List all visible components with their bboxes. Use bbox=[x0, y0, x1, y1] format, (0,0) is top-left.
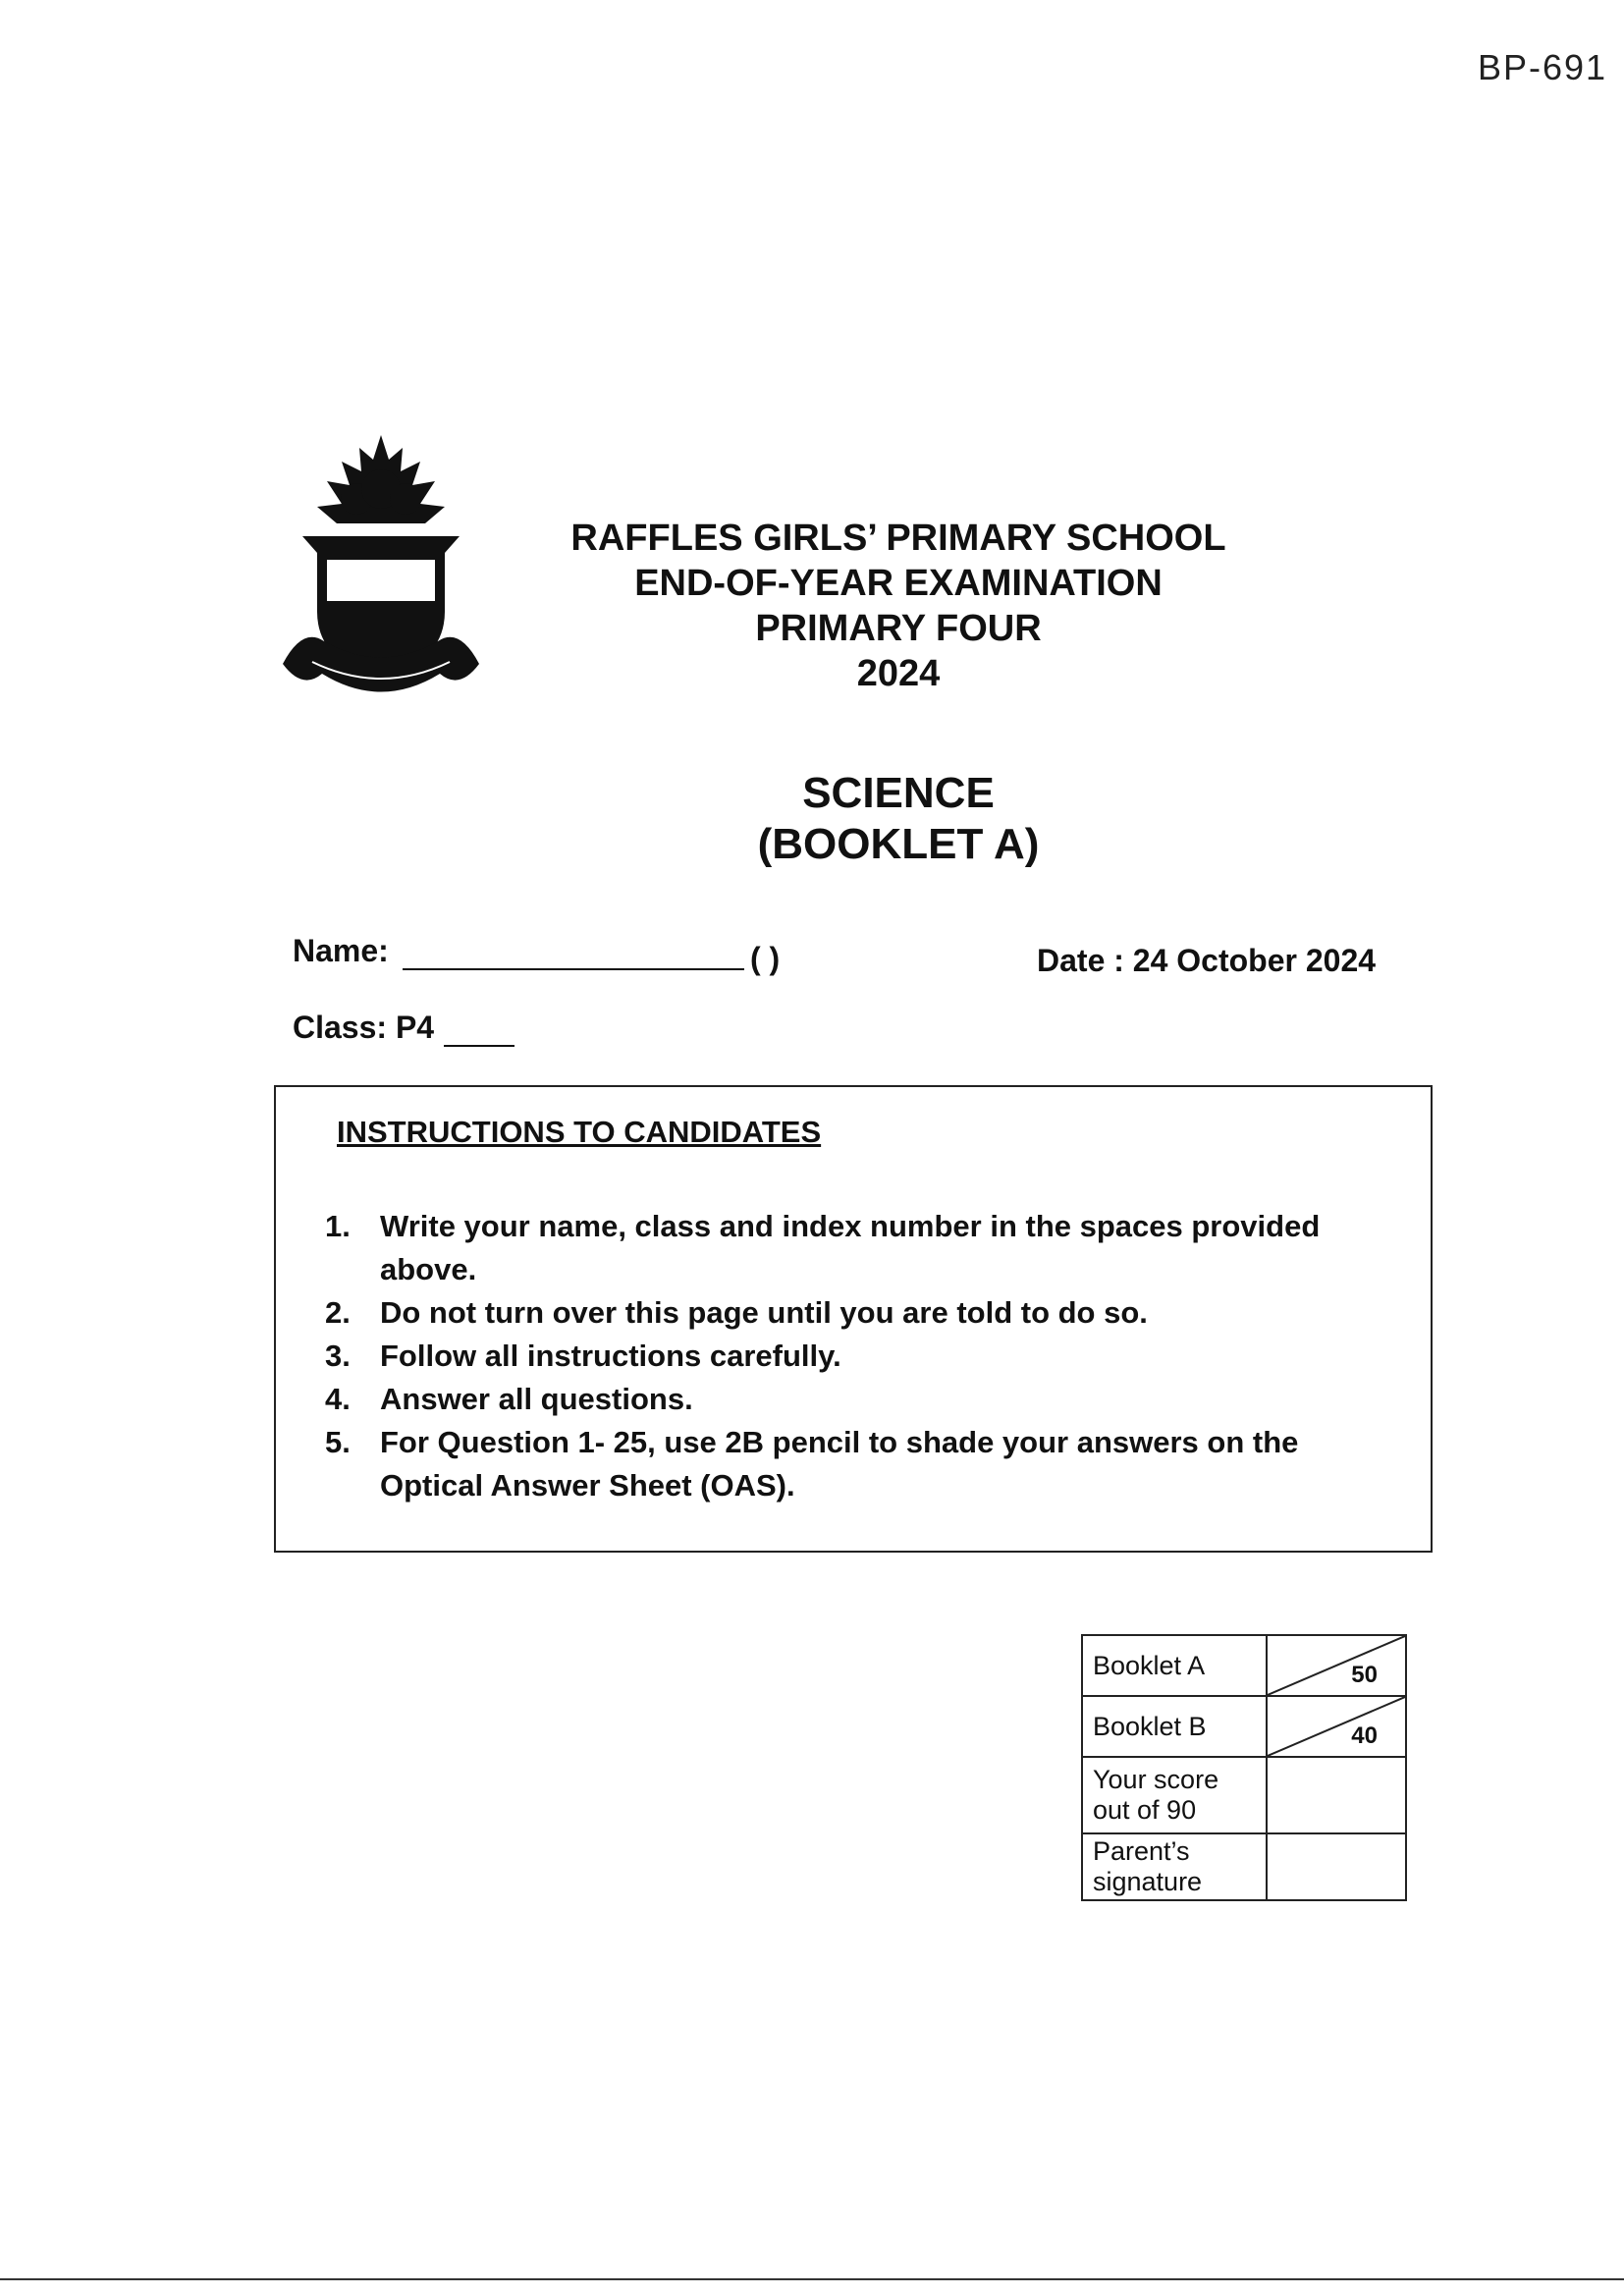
score-table bbox=[1081, 1634, 1407, 1901]
score-row-label: Parent’s signature bbox=[1082, 1833, 1267, 1900]
exam-header bbox=[511, 516, 1286, 696]
score-cell-total[interactable] bbox=[1267, 1757, 1406, 1833]
score-cell-booklet-a[interactable] bbox=[1267, 1635, 1406, 1696]
name-input-line[interactable] bbox=[403, 968, 744, 970]
subject-title bbox=[609, 768, 1188, 870]
instruction-number: 5. bbox=[325, 1425, 351, 1459]
instruction-number: 4. bbox=[325, 1382, 351, 1416]
instruction-item bbox=[325, 1205, 1405, 1291]
class-input-line[interactable] bbox=[444, 1045, 514, 1047]
score-row-booklet-b bbox=[1082, 1696, 1406, 1757]
booklet-name: (BOOKLET A) bbox=[757, 820, 1040, 868]
instruction-text: Follow all instructions carefully. bbox=[380, 1339, 841, 1373]
score-total: 40 bbox=[1351, 1722, 1378, 1749]
score-row-signature bbox=[1082, 1833, 1406, 1900]
instruction-item bbox=[325, 1335, 1405, 1378]
exam-date: Date : 24 October 2024 bbox=[1037, 943, 1377, 978]
score-row-label: Your score out of 90 bbox=[1082, 1757, 1267, 1833]
bottom-rule bbox=[0, 2278, 1624, 2280]
signature-cell[interactable] bbox=[1267, 1833, 1406, 1900]
instructions-box bbox=[274, 1085, 1433, 1553]
class-label: Class: P4 bbox=[293, 1010, 435, 1045]
instruction-text: Do not turn over this page until you are told to do so. bbox=[380, 1295, 1148, 1330]
school-name: RAFFLES GIRLS’ PRIMARY SCHOOL bbox=[570, 518, 1226, 559]
score-row-label: Booklet A bbox=[1082, 1635, 1267, 1696]
instruction-item bbox=[325, 1421, 1405, 1507]
name-label: Name: bbox=[293, 933, 389, 968]
subject-name: SCIENCE bbox=[802, 769, 995, 817]
level-name: PRIMARY FOUR bbox=[755, 608, 1042, 649]
score-row-booklet-a bbox=[1082, 1635, 1406, 1696]
instruction-text: Write your name, class and index number in the spaces provided above. bbox=[380, 1209, 1321, 1286]
instruction-text: Answer all questions. bbox=[380, 1382, 693, 1416]
instruction-item bbox=[325, 1378, 1405, 1421]
score-row-total bbox=[1082, 1757, 1406, 1833]
score-total: 50 bbox=[1351, 1662, 1378, 1688]
instruction-number: 2. bbox=[325, 1295, 351, 1330]
score-cell-booklet-b[interactable] bbox=[1267, 1696, 1406, 1757]
instruction-text: For Question 1- 25, use 2B pencil to shade your answers on the Optical Answer Sheet (OAS). bbox=[380, 1425, 1299, 1503]
instructions-list bbox=[325, 1205, 1405, 1507]
school-crest-logo bbox=[273, 430, 489, 705]
instruction-number: 1. bbox=[325, 1209, 351, 1243]
score-row-label: Booklet B bbox=[1082, 1696, 1267, 1757]
exam-name: END-OF-YEAR EXAMINATION bbox=[634, 563, 1163, 604]
document-code: BP-691 bbox=[1478, 47, 1608, 87]
instruction-number: 3. bbox=[325, 1339, 351, 1373]
instruction-item bbox=[325, 1291, 1405, 1335]
index-number-field[interactable]: ( ) bbox=[750, 941, 781, 976]
exam-year: 2024 bbox=[856, 653, 941, 694]
instructions-heading: INSTRUCTIONS TO CANDIDATES bbox=[337, 1115, 822, 1149]
